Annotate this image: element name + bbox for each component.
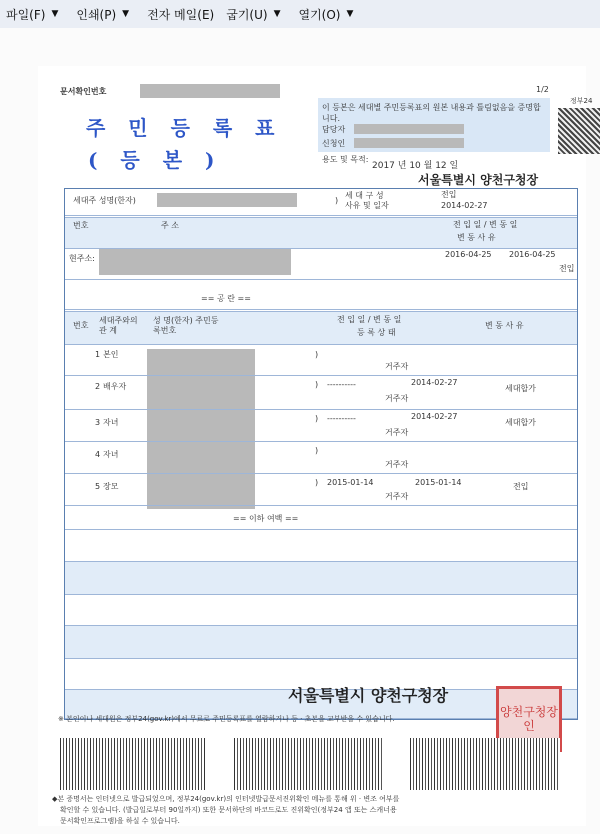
redacted-issue-no bbox=[140, 84, 280, 98]
menu-email[interactable] bbox=[141, 6, 220, 23]
address-header bbox=[65, 217, 577, 249]
member-no: 5 bbox=[95, 482, 101, 491]
menu-email-label: 전자 메일(E) bbox=[147, 7, 215, 22]
member-header-dates: 전 입 일 / 변 동 일 bbox=[337, 315, 402, 324]
menu-open-label: 열기(O) bbox=[298, 7, 341, 22]
chevron-down-icon: ▼ bbox=[273, 9, 281, 19]
table-row: 4 자녀 ) 거주자 bbox=[95, 446, 409, 469]
menu-bar bbox=[0, 0, 600, 29]
member-relation: 장모 bbox=[103, 482, 119, 491]
document-title: 주 민 등 록 표 bbox=[86, 116, 283, 140]
footer-note2: ◆본 증명서는 인터넷으로 발급되었으며, 정부24(gov.kr)의 인터넷발급문서진위확인 메뉴를 통해 위 · 변조 여부를 bbox=[52, 795, 400, 803]
head-name-label: 세대주 성명(한자) bbox=[73, 196, 136, 205]
head-reason-date: 2014-02-27 bbox=[441, 201, 488, 210]
redacted-address bbox=[99, 249, 291, 275]
addr-header-no: 번호 bbox=[73, 221, 89, 230]
member-no: 2 bbox=[95, 382, 101, 391]
addr-date2: 2016-04-25 bbox=[509, 250, 556, 259]
member-header-name: 성 명(한자) 주민등록번호 bbox=[153, 316, 219, 336]
member-date2: 2015-01-14 bbox=[415, 478, 462, 487]
applicant-label: 신청인 bbox=[322, 139, 346, 148]
addr-reason: 전입 bbox=[559, 264, 575, 273]
member-header-reason: 변 동 사 유 bbox=[485, 321, 524, 330]
table-row: 3 자녀 ) ---------- 2014-02-27 세대합가 거주자 bbox=[95, 412, 536, 437]
notice-text: 이 등본은 세대별 주민등록표의 원본 내용과 틀림없음을 증명합니다. bbox=[322, 103, 541, 124]
notice-box bbox=[318, 98, 550, 152]
barcode bbox=[234, 738, 384, 790]
barcode bbox=[410, 738, 560, 790]
issue-date: 2017 년 10 월 12 일 bbox=[372, 161, 459, 171]
chevron-down-icon: ▼ bbox=[346, 9, 354, 19]
footer-note1: ※ 본인이나 세대원은 정부24(gov.kr)에서 무료로 주민등록표를 열람하거나 등 · 초본을 교부받을 수 있습니다. bbox=[58, 715, 395, 723]
member-relation: 자녀 bbox=[103, 418, 119, 427]
page-number: 1/2 bbox=[536, 85, 549, 94]
menu-print[interactable] bbox=[70, 6, 141, 23]
member-header-status: 등 록 상 태 bbox=[357, 328, 396, 337]
member-reason: 세대합가 bbox=[505, 384, 536, 393]
table-row: 5 장모 ) 2015-01-14 2015-01-14 전입 거주자 bbox=[95, 478, 529, 501]
head-reason-value: 전입 bbox=[441, 190, 457, 199]
member-reason: 전입 bbox=[513, 482, 529, 491]
member-date2: 2014-02-27 bbox=[411, 412, 458, 421]
resident-table: 세대주 성명(한자) ) 세 대 구 성 사유 및 일자 전입 2014-02-27 번호 주 소 전 입 일 / 변 동 일 변 동 사 유 현주소: 2016-04-25 2016-04-25 전입 == 공 란 == 번호 세대주와의 관 계 성 명(한자) 주민등록번호 전 입 일 / 변 동 일 등 록 상 태 변 동 사 유 1 본인 ) 거주자 2 배우자 ) ---------- 2014-02-27 세대합가 거주자 3 자녀 ) ---------- 2014-02-27 세대합가 거주자 4 자녀 ) 거주자 5 장모 ) 2015-01-14 2015-01-14 전입 거주자 == 이하 여백 == bbox=[64, 188, 578, 720]
member-date1: ---------- bbox=[327, 414, 356, 423]
document-page bbox=[38, 66, 593, 826]
current-address-label: 현주소: bbox=[69, 254, 95, 263]
redacted-head-name bbox=[157, 193, 297, 207]
menu-file-label: 파일(F) bbox=[6, 7, 46, 22]
member-relation: 본인 bbox=[103, 350, 119, 359]
member-date1: 2015-01-14 bbox=[327, 478, 374, 487]
footer-note3: 확인할 수 있습니다. (발급일로부터 90일까지) 또한 문서하단의 바코드로도 진위확인(정부24 앱 또는 스캐너용 bbox=[60, 806, 397, 814]
member-relation: 자녀 bbox=[103, 450, 119, 459]
menu-open[interactable] bbox=[293, 6, 366, 23]
member-status: 거주자 bbox=[385, 460, 409, 469]
redacted-applicant bbox=[354, 138, 464, 148]
end-marker: == 이하 여백 == bbox=[233, 514, 299, 523]
blank-marker: == 공 란 == bbox=[201, 294, 251, 303]
menu-file[interactable] bbox=[0, 6, 70, 23]
addr-header-change: 전 입 일 / 변 동 일 bbox=[453, 220, 518, 229]
member-date1: ---------- bbox=[327, 380, 356, 389]
member-relation: 배우자 bbox=[103, 382, 127, 391]
member-reason: 세대합가 bbox=[505, 418, 536, 427]
seal-text: 양천구청장인 bbox=[500, 704, 558, 733]
head-reason-label: 세 대 구 성 사유 및 일자 bbox=[345, 191, 389, 211]
redacted-handler bbox=[354, 124, 464, 134]
barcode bbox=[60, 738, 206, 790]
document-subtitle: ( 등 본 ) bbox=[88, 148, 223, 172]
table-row: 2 배우자 ) ---------- 2014-02-27 세대합가 거주자 bbox=[95, 378, 536, 403]
document-viewer bbox=[0, 28, 600, 834]
member-no: 4 bbox=[95, 450, 101, 459]
footer-note4: 문서확인프로그램)을 하실 수 있습니다. bbox=[60, 817, 180, 825]
issuer-name: 서울특별시 양천구청장 bbox=[418, 173, 539, 187]
member-no: 1 bbox=[95, 350, 101, 359]
menu-print-label: 인쇄(P) bbox=[76, 7, 117, 22]
empty-row bbox=[65, 561, 577, 595]
member-header-rel: 세대주와의 관 계 bbox=[99, 316, 138, 336]
issue-no-label: 문서확인번호 bbox=[60, 87, 107, 96]
menu-burn[interactable] bbox=[220, 6, 292, 23]
member-status: 거주자 bbox=[385, 394, 409, 403]
chevron-down-icon: ▼ bbox=[51, 9, 59, 19]
empty-row bbox=[65, 625, 577, 659]
member-header bbox=[65, 311, 577, 345]
menu-burn-label: 굽기(U) bbox=[226, 7, 268, 22]
qr-code bbox=[558, 108, 600, 154]
member-header-no: 번호 bbox=[73, 321, 89, 330]
member-status: 거주자 bbox=[385, 362, 409, 371]
member-no: 3 bbox=[95, 418, 101, 427]
qr-caption: 정부24 bbox=[570, 97, 593, 105]
purpose-label: 용도 및 목적: bbox=[322, 155, 369, 164]
addr-header-change2: 변 동 사 유 bbox=[457, 233, 496, 242]
table-row: 1 본인 ) 거주자 bbox=[95, 350, 409, 371]
addr-date1: 2016-04-25 bbox=[445, 250, 492, 259]
member-status: 거주자 bbox=[385, 492, 409, 501]
chevron-down-icon: ▼ bbox=[122, 9, 130, 19]
handler-label: 담당자 bbox=[322, 125, 346, 134]
footer-issuer: 서울특별시 양천구청장 bbox=[288, 686, 449, 705]
member-date2: 2014-02-27 bbox=[411, 378, 458, 387]
addr-header-addr: 주 소 bbox=[161, 221, 179, 230]
member-status: 거주자 bbox=[385, 428, 409, 437]
